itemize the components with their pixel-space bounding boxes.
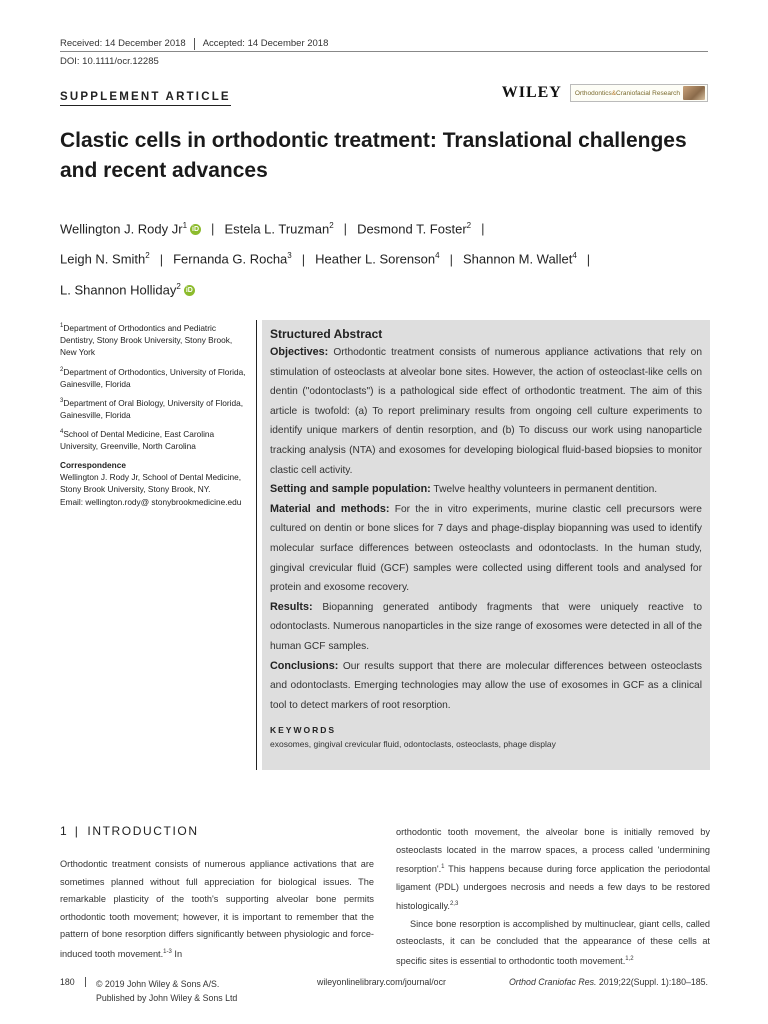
author-line-2 xyxy=(60,242,720,272)
journal-logo-part2: Craniofacial Research xyxy=(616,89,680,97)
journal-url[interactable]: wileyonlinelibrary.com/journal/ocr xyxy=(317,977,446,987)
abstract-setting xyxy=(270,480,702,500)
results-text: Biopanning generated antibody fragments that were uniquely reactive to odontoclasts. Numerous nanoparticles in the size range of exosomes were detected in all of the human GCF samples. xyxy=(270,601,702,652)
section-separator: | xyxy=(74,824,80,838)
affiliation-sup: 1 xyxy=(60,323,64,329)
author-line-3 xyxy=(60,273,720,303)
intro-text: Orthodontic treatment consists of numerous appliance activations that are sometimes planned without full appreciation for biological issues. The remarkable plasticity of the tooth's supporting alveolar bone permits orthodontic tooth movement; however, it is important to remember that the pattern of bone resorption differs significantly between physiologic and force-induced tooth movement. xyxy=(60,859,374,959)
author-name[interactable]: Estela L. Truzman xyxy=(224,221,330,237)
keywords-heading: KEYWORDS xyxy=(270,725,337,736)
conclusions-text: Our results support that there are molecular differences between osteoclasts and odontoclasts. Emerging technologies may allow the use of exosomes in GCF as a clinical tool to detect markers of root resorption. xyxy=(270,660,702,711)
conclusions-label: Conclusions: xyxy=(270,659,339,672)
author-separator: | xyxy=(301,251,306,267)
keywords-list: exosomes, gingival crevicular fluid, odontoclasts, osteoclasts, phage display xyxy=(270,739,556,750)
affiliation-sup: 3 xyxy=(60,398,64,405)
setting-text: Twelve healthy volunteers in permanent dentition. xyxy=(433,484,658,496)
affiliation-item xyxy=(60,426,248,452)
affiliation-item xyxy=(60,320,248,359)
author-affil-sup: 4 xyxy=(572,251,577,261)
intro-text: In xyxy=(171,948,183,959)
author-line-1 xyxy=(60,212,720,242)
article-title: Clastic cells in orthodontic treatment: Translational challenges and recent advances xyxy=(60,129,687,182)
author-separator: | xyxy=(481,221,485,237)
correspondence-heading: Correspondence xyxy=(60,459,126,470)
affiliation-text: Department of Orthodontics, University of Florida, Gainesville, Florida xyxy=(60,366,246,389)
journal-logo-amp: & xyxy=(611,89,617,97)
orcid-icon[interactable]: iD xyxy=(185,287,193,295)
author-name[interactable]: L. Shannon Holliday xyxy=(60,281,177,297)
footer-separator xyxy=(85,977,86,987)
intro-text: This happens because during force application the periodontal ligament (PDL) undergoes necrosis and needs a few days to be restored histologically. xyxy=(396,864,710,912)
affiliation-text: Department of Orthodontics and Pediatric Dentistry, Stony Brook University, Stony Brook, New York xyxy=(60,322,233,358)
journal-logo-part1: Orthodontics xyxy=(574,89,612,97)
article-type: SUPPLEMENT ARTICLE xyxy=(60,91,231,106)
orcid-icon[interactable]: iD xyxy=(192,226,200,234)
citation-ref[interactable]: 1,2 xyxy=(625,955,634,962)
correspondence-body: Wellington J. Rody Jr, School of Dental Medicine, Stony Brook University, Stony Brook, NY. xyxy=(60,472,242,495)
abstract-conclusions xyxy=(270,657,702,716)
affiliations xyxy=(60,320,248,508)
accepted-date: Accepted: 14 December 2018 xyxy=(202,38,329,49)
author-name[interactable]: Desmond T. Foster xyxy=(357,221,467,237)
methods-label: Material and methods: xyxy=(270,502,390,515)
citation-ref[interactable]: 1-3 xyxy=(163,948,172,955)
journal-cover-thumbnail xyxy=(683,86,705,100)
author-affil-sup: 2 xyxy=(329,221,334,230)
intro-paragraph xyxy=(60,856,374,963)
author-name[interactable]: Shannon M. Wallet xyxy=(462,251,573,267)
author-affil-sup: 2 xyxy=(466,221,472,230)
affiliation-sup: 4 xyxy=(60,429,64,436)
author-affil-sup: 2 xyxy=(176,281,181,291)
intro-text: Since bone resorption is accomplished by multinuclear, giant cells, called osteoclasts, it can be concluded that the appearance of these cells at specific sites is essential to orthodontic tooth movement. xyxy=(396,918,710,966)
structured-abstract xyxy=(262,320,710,770)
doi[interactable]: DOI: 10.1111/ocr.12285 xyxy=(60,56,159,67)
journal-logo xyxy=(570,84,708,102)
objectives-text: Orthodontic treatment consists of numerous appliance activations that rely on stimulation of osteoclasts at alveolar bone sites. However, the action of osteoclast-like cells on dentin ("odontoclasts") is a pathological side effect of orthodontic treatment. The aim of this article is twofold: (a) To report preliminary results from ongoing cell culture experiments to identify unique markers of dentin resorption, and (b) To discuss our work using nanoparticle tracking analysis (NTA) and exosomes for developing biological fluid-based biopsies to monitor clastic cell activity. xyxy=(270,347,702,476)
abstract-objectives xyxy=(270,343,702,480)
intro-right-column xyxy=(396,824,710,970)
publisher-logo: WILEY xyxy=(501,84,562,101)
setting-label: Setting and sample population: xyxy=(270,483,431,496)
affiliation-item xyxy=(60,395,248,421)
affiliation-item xyxy=(60,364,248,390)
copyright xyxy=(96,977,237,1005)
publisher-branding xyxy=(502,84,708,102)
published-by-line: Published by John Wiley & Sons Ltd xyxy=(96,993,238,1003)
intro-left-column xyxy=(60,856,374,963)
affiliation-text: School of Dental Medicine, East Carolina University, Greenville, North Carolina xyxy=(60,429,215,452)
abstract-results xyxy=(270,598,702,657)
affiliation-sup: 2 xyxy=(60,366,64,373)
author-name[interactable]: Wellington J. Rody Jr xyxy=(60,221,183,237)
author-list xyxy=(60,212,720,303)
section-heading-introduction xyxy=(60,824,199,838)
citation-details: 2019;22(Suppl. 1):180–185. xyxy=(596,977,708,987)
correspondence-email[interactable]: Email: wellington.rody@ stonybrookmedicine.edu xyxy=(60,496,242,507)
article-dates xyxy=(60,38,328,50)
author-separator: | xyxy=(159,251,164,267)
results-label: Results: xyxy=(270,600,313,613)
author-separator: | xyxy=(586,251,591,267)
affiliation-text: Department of Oral Biology, University of Florida, Gainesville, Florida xyxy=(60,397,244,421)
intro-paragraph xyxy=(396,824,710,916)
section-title: INTRODUCTION xyxy=(87,824,199,838)
page-number: 180 xyxy=(60,977,75,987)
author-separator: | xyxy=(211,221,215,237)
abstract-divider xyxy=(256,320,257,770)
intro-paragraph xyxy=(396,916,710,971)
journal-citation xyxy=(509,977,708,987)
methods-text: For the in vitro experiments, murine clastic cell precursors were cultured on dentin or bone slices for 7 days and phage-display biopanning was used to identify molecular surface differences between osteoclasts and odontoclasts. In the human study, gingival crevicular fluid (GCF) samples were collected using different tools and analysed for protein and exosome recovery. xyxy=(270,503,702,594)
received-date: Received: 14 December 2018 xyxy=(60,38,186,49)
objectives-label: Objectives: xyxy=(270,346,329,358)
author-affil-sup: 3 xyxy=(287,251,292,261)
journal-abbrev: Orthod Craniofac Res. xyxy=(508,977,597,987)
header-rule xyxy=(60,51,708,52)
abstract-title: Structured Abstract xyxy=(270,327,383,341)
author-name[interactable]: Heather L. Sorenson xyxy=(315,251,436,267)
section-number: 1 xyxy=(60,824,67,838)
author-separator: | xyxy=(449,251,453,267)
author-affil-sup: 2 xyxy=(145,251,150,261)
author-name[interactable]: Fernanda G. Rocha xyxy=(173,251,288,267)
citation-ref[interactable]: 1 xyxy=(441,864,445,870)
author-affil-sup: 4 xyxy=(435,251,440,261)
author-affil-sup: 1 xyxy=(182,221,188,230)
author-name[interactable]: Leigh N. Smith xyxy=(60,251,146,267)
abstract-methods xyxy=(270,500,702,598)
author-separator: | xyxy=(343,221,348,237)
intro-text: orthodontic tooth movement, the alveolar bone is initially removed by osteoclasts located in the marrow spaces, a process called 'undermining resorption'. xyxy=(396,827,710,875)
citation-ref[interactable]: 2,3 xyxy=(449,901,459,908)
copyright-line: © 2019 John Wiley & Sons A/S. xyxy=(96,979,220,989)
date-separator xyxy=(194,38,195,50)
